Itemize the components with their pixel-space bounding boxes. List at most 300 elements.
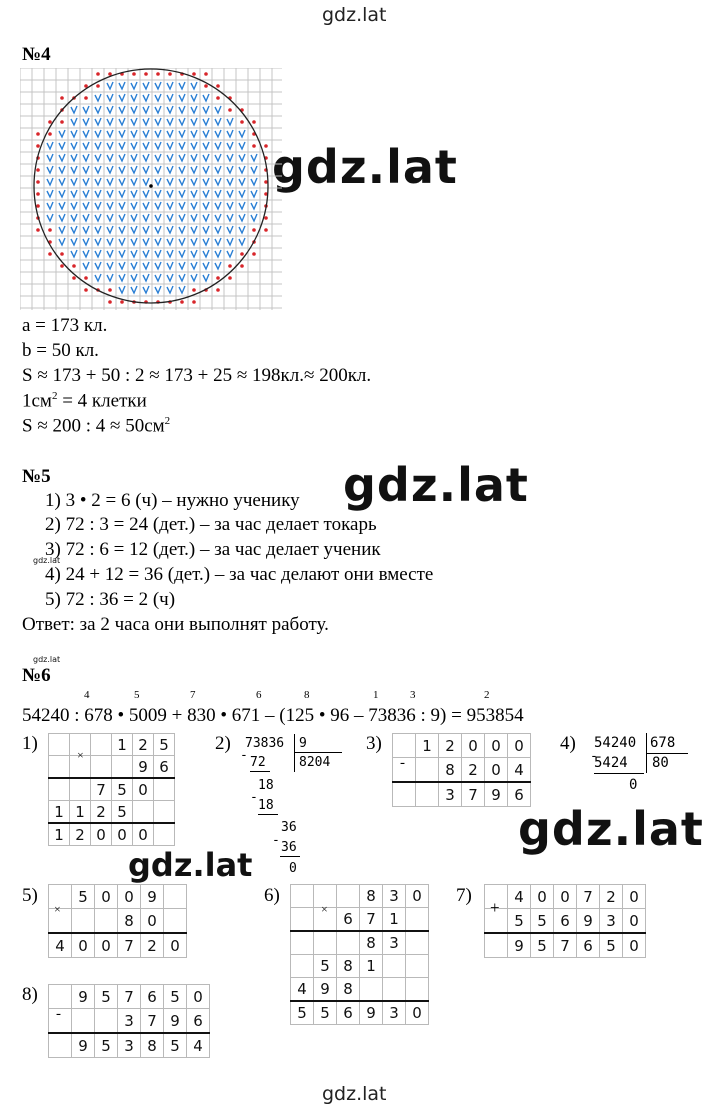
full-cell-tick [155, 262, 161, 269]
task5-step-2: 2) 72 : 3 = 24 (дет.) – за час делает токарь [45, 514, 377, 535]
full-cell-tick [191, 190, 197, 197]
partial-cell-dot [84, 276, 88, 280]
full-cell-tick [239, 214, 245, 221]
full-cell-tick [131, 178, 137, 185]
grid-cell: 5 [154, 734, 175, 756]
partial-cell-dot [132, 72, 136, 76]
partial-cell-dot [216, 288, 220, 292]
grid-cell: 3 [118, 1033, 141, 1058]
full-cell-tick [143, 118, 149, 125]
grid-cell: 6 [154, 756, 175, 779]
full-cell-tick [179, 226, 185, 233]
grid-cell: 8 [360, 931, 383, 955]
full-cell-tick [59, 226, 65, 233]
grid-cell: 3 [439, 782, 462, 807]
full-cell-tick [131, 118, 137, 125]
full-cell-tick [239, 238, 245, 245]
full-cell-tick [179, 190, 185, 197]
full-cell-tick [167, 202, 173, 209]
partial-cell-dot [192, 72, 196, 76]
full-cell-tick [143, 250, 149, 257]
grid-cell [406, 908, 429, 932]
full-cell-tick [143, 262, 149, 269]
full-cell-tick [179, 214, 185, 221]
full-cell-tick [131, 94, 137, 101]
full-cell-tick [143, 214, 149, 221]
full-cell-tick [215, 166, 221, 173]
full-cell-tick [227, 190, 233, 197]
full-cell-tick [95, 250, 101, 257]
full-cell-tick [203, 274, 209, 281]
grid-cell: 1 [112, 734, 133, 756]
task6-heading: №6 [22, 665, 51, 686]
grid-cell: 5 [508, 909, 531, 934]
full-cell-tick [83, 262, 89, 269]
full-cell-tick [155, 130, 161, 137]
full-cell-tick [227, 166, 233, 173]
area-text: S ≈ 200 : 4 ≈ 50см [22, 415, 165, 437]
full-cell-tick [155, 82, 161, 89]
full-cell-tick [131, 262, 137, 269]
full-cell-tick [239, 154, 245, 161]
full-cell-tick [119, 166, 125, 173]
full-cell-tick [47, 154, 53, 161]
full-cell-tick [71, 226, 77, 233]
full-cell-tick [107, 202, 113, 209]
full-cell-tick [191, 82, 197, 89]
full-cell-tick [251, 202, 257, 209]
task4-heading: №4 [22, 44, 51, 65]
calc-3-grid [392, 733, 531, 807]
full-cell-tick [203, 166, 209, 173]
full-cell-tick [179, 82, 185, 89]
grid-cell [416, 782, 439, 807]
task5-heading: №5 [22, 466, 51, 487]
full-cell-tick [119, 154, 125, 161]
grid-cell: 0 [485, 758, 508, 783]
full-cell-tick [203, 154, 209, 161]
full-cell-tick [107, 250, 113, 257]
full-cell-tick [119, 178, 125, 185]
calc-6-label: 6) [264, 885, 280, 906]
task5-step-5: 5) 72 : 36 = 2 (ч) [45, 589, 176, 610]
grid-cell: 0 [133, 823, 154, 846]
grid-cell [406, 931, 429, 955]
full-cell-tick [239, 202, 245, 209]
full-cell-tick [107, 214, 113, 221]
full-cell-tick [95, 238, 101, 245]
grid-cell [154, 778, 175, 801]
full-cell-tick [227, 154, 233, 161]
grid-cell: 3 [383, 931, 406, 955]
grid-cell [393, 734, 416, 758]
partial-cell-dot [216, 276, 220, 280]
full-cell-tick [167, 106, 173, 113]
full-cell-tick [143, 286, 149, 293]
partial-cell-dot [48, 228, 52, 232]
grid-cell: 2 [439, 734, 462, 758]
grid-cell: 6 [577, 933, 600, 958]
partial-cell-dot [60, 252, 64, 256]
full-cell-tick [107, 262, 113, 269]
full-cell-tick [119, 214, 125, 221]
full-cell-tick [239, 142, 245, 149]
full-cell-tick [179, 250, 185, 257]
grid-cell: 1 [360, 955, 383, 978]
full-cell-tick [47, 190, 53, 197]
full-cell-tick [71, 106, 77, 113]
full-cell-tick [143, 202, 149, 209]
times-sign: × [54, 902, 61, 916]
unit-text: 1см [22, 390, 52, 412]
partial-cell-dot [264, 144, 268, 148]
full-cell-tick [167, 142, 173, 149]
grid-cell [291, 955, 314, 978]
partial-cell-dot [264, 228, 268, 232]
partial-cell-dot [252, 120, 256, 124]
full-cell-tick [155, 178, 161, 185]
grid-cell: 7 [360, 908, 383, 932]
grid-cell: 9 [141, 885, 164, 909]
full-cell-tick [227, 226, 233, 233]
full-cell-tick [191, 238, 197, 245]
task4-line-area [22, 415, 170, 437]
watermark-large-3: gdz.lat [518, 802, 704, 856]
partial-cell-dot [84, 288, 88, 292]
grid-cell [49, 756, 70, 779]
full-cell-tick [191, 274, 197, 281]
partial-cell-dot [240, 120, 244, 124]
grid-cell: 0 [485, 734, 508, 758]
full-cell-tick [215, 250, 221, 257]
grid-cell: 5 [600, 933, 623, 958]
full-cell-tick [95, 274, 101, 281]
grid-cell: 0 [406, 1001, 429, 1025]
unit-power: 2 [51, 390, 58, 402]
grid-cell: 9 [133, 756, 154, 779]
full-cell-tick [59, 178, 65, 185]
grid-cell: 4 [291, 978, 314, 1002]
full-cell-tick [131, 190, 137, 197]
full-cell-tick [83, 202, 89, 209]
full-cell-tick [191, 118, 197, 125]
full-cell-tick [239, 178, 245, 185]
grid-cell [72, 909, 95, 934]
grid-cell [154, 801, 175, 824]
partial-cell-dot [108, 72, 112, 76]
partial-cell-dot [180, 300, 184, 304]
full-cell-tick [83, 106, 89, 113]
full-cell-tick [227, 202, 233, 209]
grid-cell [49, 1033, 72, 1058]
grid-cell: 0 [141, 909, 164, 934]
grid-cell: 3 [383, 1001, 406, 1025]
full-cell-tick [227, 130, 233, 137]
partial-cell-dot [36, 192, 40, 196]
partial-cell-dot [252, 228, 256, 232]
grid-cell: 3 [383, 885, 406, 908]
full-cell-tick [71, 118, 77, 125]
full-cell-tick [71, 190, 77, 197]
grid-cell [91, 756, 112, 779]
order-mark: 7 [190, 689, 196, 701]
full-cell-tick [215, 202, 221, 209]
full-cell-tick [107, 238, 113, 245]
full-cell-tick [95, 226, 101, 233]
grid-cell [314, 931, 337, 955]
full-cell-tick [131, 166, 137, 173]
full-cell-tick [191, 154, 197, 161]
full-cell-tick [107, 190, 113, 197]
full-cell-tick [179, 274, 185, 281]
grid-cell: 7 [462, 782, 485, 807]
full-cell-tick [191, 106, 197, 113]
calc-7-label: 7) [456, 885, 472, 906]
grid-cell: 7 [577, 885, 600, 909]
full-cell-tick [107, 178, 113, 185]
grid-cell: 6 [187, 1009, 210, 1034]
full-cell-tick [203, 118, 209, 125]
full-cell-tick [131, 250, 137, 257]
grid-cell: 5 [314, 1001, 337, 1025]
grid-cell: 8 [337, 955, 360, 978]
partial-cell-dot [48, 120, 52, 124]
grid-cell [383, 978, 406, 1002]
grid-cell: 7 [91, 778, 112, 801]
partial-cell-dot [36, 228, 40, 232]
order-mark: 4 [84, 689, 90, 701]
full-cell-tick [167, 274, 173, 281]
minus-sign: - [272, 833, 280, 848]
full-cell-tick [59, 202, 65, 209]
partial-cell-dot [36, 168, 40, 172]
partial-cell-dot [120, 300, 124, 304]
full-cell-tick [203, 214, 209, 221]
grid-cell: 0 [623, 885, 646, 909]
circle-grid-figure [20, 68, 282, 310]
full-cell-tick [227, 214, 233, 221]
full-cell-tick [179, 142, 185, 149]
full-cell-tick [239, 190, 245, 197]
partial-cell-dot [264, 216, 268, 220]
full-cell-tick [191, 166, 197, 173]
full-cell-tick [167, 238, 173, 245]
order-mark: 8 [304, 689, 310, 701]
full-cell-tick [215, 238, 221, 245]
full-cell-tick [143, 130, 149, 137]
partial-cell-dot [96, 72, 100, 76]
full-cell-tick [227, 178, 233, 185]
minus-sign: - [590, 749, 598, 764]
full-cell-tick [59, 214, 65, 221]
full-cell-tick [179, 262, 185, 269]
full-cell-tick [143, 154, 149, 161]
full-cell-tick [83, 118, 89, 125]
full-cell-tick [131, 106, 137, 113]
watermark-top: gdz.lat [322, 4, 387, 26]
order-mark: 6 [256, 689, 262, 701]
grid-cell: 8 [360, 885, 383, 908]
grid-cell: 9 [164, 1009, 187, 1034]
partial-cell-dot [60, 264, 64, 268]
grid-cell [383, 955, 406, 978]
grid-cell: 7 [118, 985, 141, 1009]
full-cell-tick [179, 94, 185, 101]
times-sign: × [321, 902, 328, 916]
calc-1-label: 1) [22, 733, 38, 754]
partial-cell-dot [36, 132, 40, 136]
full-cell-tick [83, 142, 89, 149]
grid-cell: 4 [508, 885, 531, 909]
full-cell-tick [155, 202, 161, 209]
full-cell-tick [227, 142, 233, 149]
full-cell-tick [47, 166, 53, 173]
grid-cell: 9 [508, 933, 531, 958]
times-sign: × [77, 748, 84, 762]
grid-cell: 1 [49, 801, 70, 824]
task5-step-1: 1) 3 • 2 = 6 (ч) – нужно ученику [45, 490, 300, 511]
full-cell-tick [215, 130, 221, 137]
partial-cell-dot [192, 288, 196, 292]
full-cell-tick [131, 274, 137, 281]
full-cell-tick [83, 190, 89, 197]
partial-cell-dot [72, 264, 76, 268]
full-cell-tick [179, 238, 185, 245]
full-cell-tick [95, 214, 101, 221]
grid-cell: 0 [95, 885, 118, 909]
full-cell-tick [167, 118, 173, 125]
partial-cell-dot [60, 96, 64, 100]
grid-cell: 8 [118, 909, 141, 934]
full-cell-tick [215, 106, 221, 113]
full-cell-tick [59, 238, 65, 245]
grid-cell: 4 [187, 1033, 210, 1058]
full-cell-tick [203, 142, 209, 149]
full-cell-tick [95, 262, 101, 269]
full-cell-tick [131, 286, 137, 293]
grid-cell: 5 [112, 801, 133, 824]
grid-cell [360, 978, 383, 1002]
calc-8-grid [48, 984, 210, 1058]
order-mark: 5 [134, 689, 140, 701]
full-cell-tick [59, 190, 65, 197]
calc-2-label: 2) [215, 733, 231, 754]
full-cell-tick [83, 250, 89, 257]
grid-cell [49, 985, 72, 1009]
partial-cell-dot [36, 180, 40, 184]
grid-cell [393, 782, 416, 807]
full-cell-tick [59, 166, 65, 173]
full-cell-tick [119, 262, 125, 269]
full-cell-tick [203, 202, 209, 209]
full-cell-tick [71, 166, 77, 173]
full-cell-tick [71, 238, 77, 245]
full-cell-tick [119, 130, 125, 137]
grid-cell: 1 [383, 908, 406, 932]
grid-cell [70, 778, 91, 801]
watermark-tiny-2: gdz.lat [33, 655, 61, 664]
calc-4-label: 4) [560, 733, 576, 754]
full-cell-tick [71, 214, 77, 221]
calc-8-label: 8) [22, 984, 38, 1005]
full-cell-tick [119, 94, 125, 101]
minus-sign: - [400, 755, 405, 771]
grid-cell: 9 [360, 1001, 383, 1025]
full-cell-tick [119, 118, 125, 125]
task4-line-a: a = 173 кл. [22, 315, 108, 336]
grid-cell: 5 [95, 1033, 118, 1058]
grid-cell: 0 [164, 933, 187, 958]
grid-cell: 3 [600, 909, 623, 934]
full-cell-tick [203, 190, 209, 197]
calc-5-label: 5) [22, 885, 38, 906]
partial-cell-dot [168, 72, 172, 76]
full-cell-tick [131, 130, 137, 137]
full-cell-tick [95, 190, 101, 197]
full-cell-tick [155, 226, 161, 233]
partial-cell-dot [216, 84, 220, 88]
full-cell-tick [131, 82, 137, 89]
grid-cell: 7 [118, 933, 141, 958]
grid-cell [406, 955, 429, 978]
full-cell-tick [131, 154, 137, 161]
grid-cell: 2 [141, 933, 164, 958]
full-cell-tick [119, 274, 125, 281]
watermark-large-1: gdz.lat [272, 140, 458, 194]
full-cell-tick [95, 106, 101, 113]
full-cell-tick [167, 286, 173, 293]
partial-cell-dot [156, 72, 160, 76]
full-cell-tick [203, 238, 209, 245]
grid-cell [337, 931, 360, 955]
grid-cell: 6 [337, 908, 360, 932]
full-cell-tick [155, 250, 161, 257]
full-cell-tick [203, 262, 209, 269]
grid-cell: 1 [70, 801, 91, 824]
order-mark: 1 [373, 689, 379, 701]
full-cell-tick [227, 250, 233, 257]
full-cell-tick [95, 94, 101, 101]
partial-cell-dot [192, 300, 196, 304]
full-cell-tick [107, 274, 113, 281]
grid-cell: 0 [623, 909, 646, 934]
grid-cell: 5 [291, 1001, 314, 1025]
watermark-tiny-1: gdz.lat [33, 556, 61, 565]
full-cell-tick [155, 286, 161, 293]
full-cell-tick [59, 142, 65, 149]
grid-cell: 5 [314, 955, 337, 978]
full-cell-tick [143, 238, 149, 245]
partial-cell-dot [48, 132, 52, 136]
full-cell-tick [119, 82, 125, 89]
partial-cell-dot [204, 72, 208, 76]
full-cell-tick [155, 190, 161, 197]
full-cell-tick [155, 166, 161, 173]
grid-cell: 0 [462, 734, 485, 758]
partial-cell-dot [84, 96, 88, 100]
grid-cell [95, 909, 118, 934]
full-cell-tick [83, 166, 89, 173]
grid-cell: 1 [49, 823, 70, 846]
full-cell-tick [119, 190, 125, 197]
full-cell-tick [167, 154, 173, 161]
grid-cell: 0 [95, 933, 118, 958]
full-cell-tick [191, 178, 197, 185]
full-cell-tick [119, 142, 125, 149]
full-cell-tick [83, 130, 89, 137]
grid-cell: 8 [141, 1033, 164, 1058]
order-mark: 2 [484, 689, 490, 701]
